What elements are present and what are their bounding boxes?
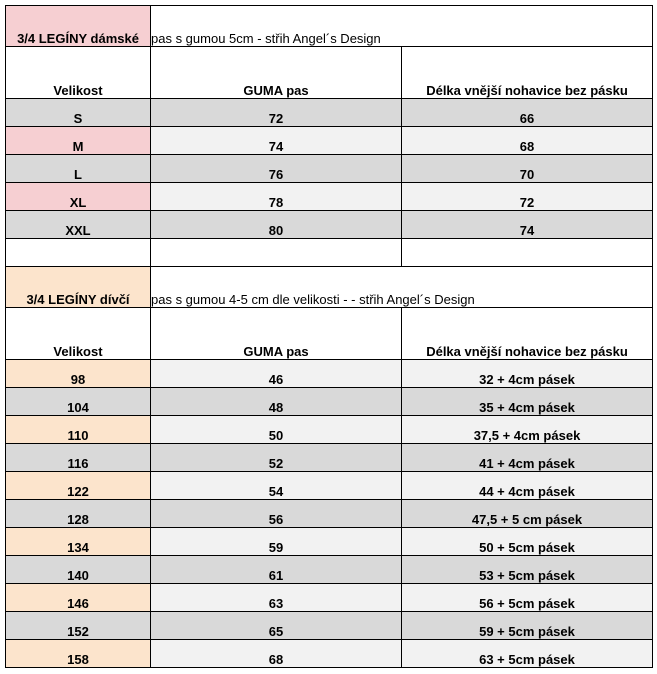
table-row [6,444,653,472]
length-cell: 47,5 + 5 cm pásek [402,500,653,528]
table-row [6,612,653,640]
waist-cell: 74 [151,127,402,155]
length-cell: 53 + 5cm pásek [402,556,653,584]
size-chart-table [5,5,653,668]
waist-cell: 61 [151,556,402,584]
length-cell: 63 + 5cm pásek [402,640,653,668]
girls-header-row [6,308,653,360]
size-cell: 140 [6,556,151,584]
waist-cell: 59 [151,528,402,556]
waist-cell: 78 [151,183,402,211]
size-cell: 104 [6,388,151,416]
women-title: 3/4 LEGÍNY dámské [6,6,151,47]
table-row [6,500,653,528]
length-cell: 56 + 5cm pásek [402,584,653,612]
length-cell: 66 [402,99,653,127]
women-header-row [6,47,653,99]
table-row [6,388,653,416]
size-cell: 134 [6,528,151,556]
length-cell: 50 + 5cm pásek [402,528,653,556]
table-row [6,99,653,127]
girls-title-row [6,267,653,308]
length-cell: 41 + 4cm pásek [402,444,653,472]
girls-title: 3/4 LEGÍNY dívčí [6,267,151,308]
length-cell: 68 [402,127,653,155]
length-cell: 35 + 4cm pásek [402,388,653,416]
waist-cell: 46 [151,360,402,388]
length-cell: 72 [402,183,653,211]
women-header-size: Velikost [6,47,151,99]
table-row [6,183,653,211]
waist-cell: 63 [151,584,402,612]
empty-cell [151,239,402,267]
empty-cell [6,239,151,267]
size-cell: 122 [6,472,151,500]
women-title-row [6,6,653,47]
women-header-length: Délka vnější nohavice bez pásku [402,47,653,99]
size-cell: 158 [6,640,151,668]
table-row [6,155,653,183]
size-cell: 146 [6,584,151,612]
size-cell: 110 [6,416,151,444]
size-cell: XXL [6,211,151,239]
table-row [6,127,653,155]
size-cell: 128 [6,500,151,528]
waist-cell: 54 [151,472,402,500]
table-row [6,211,653,239]
length-cell: 59 + 5cm pásek [402,612,653,640]
size-cell: M [6,127,151,155]
table-row [6,640,653,668]
girls-header-length: Délka vnější nohavice bez pásku [402,308,653,360]
waist-cell: 48 [151,388,402,416]
waist-cell: 50 [151,416,402,444]
table-row [6,416,653,444]
table-row [6,584,653,612]
waist-cell: 76 [151,155,402,183]
girls-header-waist: GUMA pas [151,308,402,360]
length-cell: 37,5 + 4cm pásek [402,416,653,444]
table-row [6,472,653,500]
table-row [6,360,653,388]
girls-description: pas s gumou 4-5 cm dle velikosti - - střih Angel´s Design [151,267,653,308]
length-cell: 74 [402,211,653,239]
length-cell: 70 [402,155,653,183]
waist-cell: 56 [151,500,402,528]
table-row [6,528,653,556]
women-header-waist: GUMA pas [151,47,402,99]
waist-cell: 80 [151,211,402,239]
size-cell: 98 [6,360,151,388]
table-row [6,556,653,584]
spacer-row [6,239,653,267]
waist-cell: 68 [151,640,402,668]
length-cell: 32 + 4cm pásek [402,360,653,388]
waist-cell: 65 [151,612,402,640]
size-cell: L [6,155,151,183]
women-description: pas s gumou 5cm - střih Angel´s Design [151,6,653,47]
length-cell: 44 + 4cm pásek [402,472,653,500]
size-cell: XL [6,183,151,211]
waist-cell: 52 [151,444,402,472]
size-cell: 116 [6,444,151,472]
size-cell: S [6,99,151,127]
size-cell: 152 [6,612,151,640]
waist-cell: 72 [151,99,402,127]
empty-cell [402,239,653,267]
girls-header-size: Velikost [6,308,151,360]
